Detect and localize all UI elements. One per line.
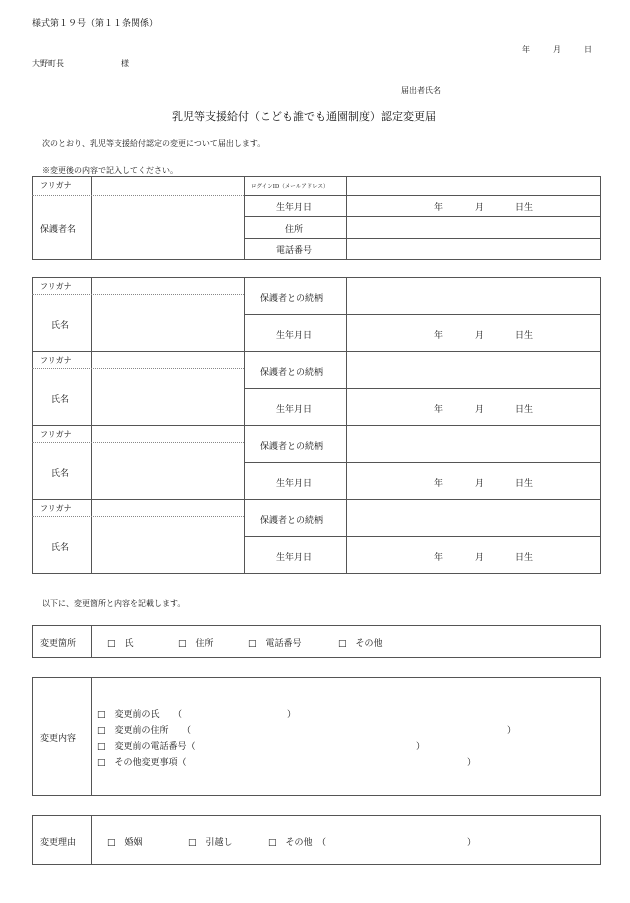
guardian-birth-month: 月 <box>475 203 485 213</box>
change-content-prev-phone-close: ） <box>416 742 426 752</box>
change-reason-other[interactable]: □ その他 （ <box>268 838 327 848</box>
child-3-year: 年 <box>434 479 444 489</box>
guardian-phone-label: 電話番号 <box>276 246 313 256</box>
change-content-label: 変更内容 <box>40 734 77 744</box>
change-reason-label: 変更理由 <box>40 838 77 848</box>
child-4-year: 年 <box>434 553 444 563</box>
child-3-furigana: フリガナ <box>40 430 72 439</box>
guardian-name-label: 保護者名 <box>40 225 77 235</box>
child-1-furigana: フリガナ <box>40 282 72 291</box>
change-content-prev-name[interactable]: □ 変更前の氏 （ <box>97 710 183 720</box>
child-2-relation: 保護者との続柄 <box>260 368 324 378</box>
change-content-table <box>32 677 601 796</box>
change-reason-marriage[interactable]: □ 婚姻 <box>107 838 143 848</box>
change-content-other-close: ） <box>467 758 477 768</box>
child-3-name: 氏名 <box>51 469 70 479</box>
change-place-option-name[interactable]: □ 氏 <box>107 639 134 649</box>
applicant-label: 届出者氏名 <box>401 86 441 95</box>
child-1-month: 月 <box>475 331 485 341</box>
guardian-address-label: 住所 <box>285 225 304 235</box>
child-3-month: 月 <box>475 479 485 489</box>
change-place-option-address[interactable]: □ 住所 <box>178 639 214 649</box>
child-2-month: 月 <box>475 405 485 415</box>
child-1-name: 氏名 <box>51 321 70 331</box>
page-title: 乳児等支援給付（こども誰でも通園制度）認定変更届 <box>172 110 436 123</box>
change-intro: 以下に、変更箇所と内容を記載します。 <box>42 599 186 608</box>
guardian-birth-day: 日生 <box>515 203 534 213</box>
guardian-furigana-label: フリガナ <box>40 181 72 190</box>
change-content-prev-name-close: ） <box>287 710 297 720</box>
child-2-day: 日生 <box>515 405 534 415</box>
change-content-prev-address-close: ） <box>507 726 517 736</box>
child-3-birth: 生年月日 <box>276 479 313 489</box>
guardian-birth-year: 年 <box>434 203 444 213</box>
child-1-year: 年 <box>434 331 444 341</box>
change-content-other[interactable]: □ その他変更事項（ <box>97 758 187 768</box>
change-reason-moving[interactable]: □ 引越し <box>188 838 233 848</box>
child-1-day: 日生 <box>515 331 534 341</box>
child-2-name: 氏名 <box>51 395 70 405</box>
date-day: 日 <box>584 45 592 54</box>
addressee: 大野町長 <box>32 59 64 68</box>
change-place-option-other[interactable]: □ その他 <box>338 639 383 649</box>
change-reason-other-close: ） <box>467 838 477 848</box>
child-2-year: 年 <box>434 405 444 415</box>
child-3-day: 日生 <box>515 479 534 489</box>
child-4-day: 日生 <box>515 553 534 563</box>
child-1-birth: 生年月日 <box>276 331 313 341</box>
intro-text: 次のとおり、乳児等支援給付認定の変更について届出します。 <box>42 139 266 148</box>
child-2-birth: 生年月日 <box>276 405 313 415</box>
honorific: 様 <box>121 59 129 68</box>
child-2-furigana: フリガナ <box>40 356 72 365</box>
child-3-relation: 保護者との続柄 <box>260 442 324 452</box>
login-id-label: ログインID（メールアドレス） <box>251 184 329 190</box>
change-place-label: 変更箇所 <box>40 639 77 649</box>
date-month: 月 <box>553 45 561 54</box>
guardian-birth-label: 生年月日 <box>276 203 313 213</box>
form-number: 様式第１９号（第１１条関係） <box>32 19 159 29</box>
child-4-birth: 生年月日 <box>276 553 313 563</box>
change-content-prev-address[interactable]: □ 変更前の住所 （ <box>97 726 192 736</box>
child-1-relation: 保護者との続柄 <box>260 294 324 304</box>
date-year: 年 <box>522 45 530 54</box>
note-text: ※変更後の内容で記入してください。 <box>42 166 178 175</box>
change-place-option-phone[interactable]: □ 電話番号 <box>248 639 302 649</box>
change-content-prev-phone[interactable]: □ 変更前の電話番号（ <box>97 742 196 752</box>
child-4-name: 氏名 <box>51 543 70 553</box>
child-4-month: 月 <box>475 553 485 563</box>
child-4-furigana: フリガナ <box>40 504 72 513</box>
child-4-relation: 保護者との続柄 <box>260 516 324 526</box>
